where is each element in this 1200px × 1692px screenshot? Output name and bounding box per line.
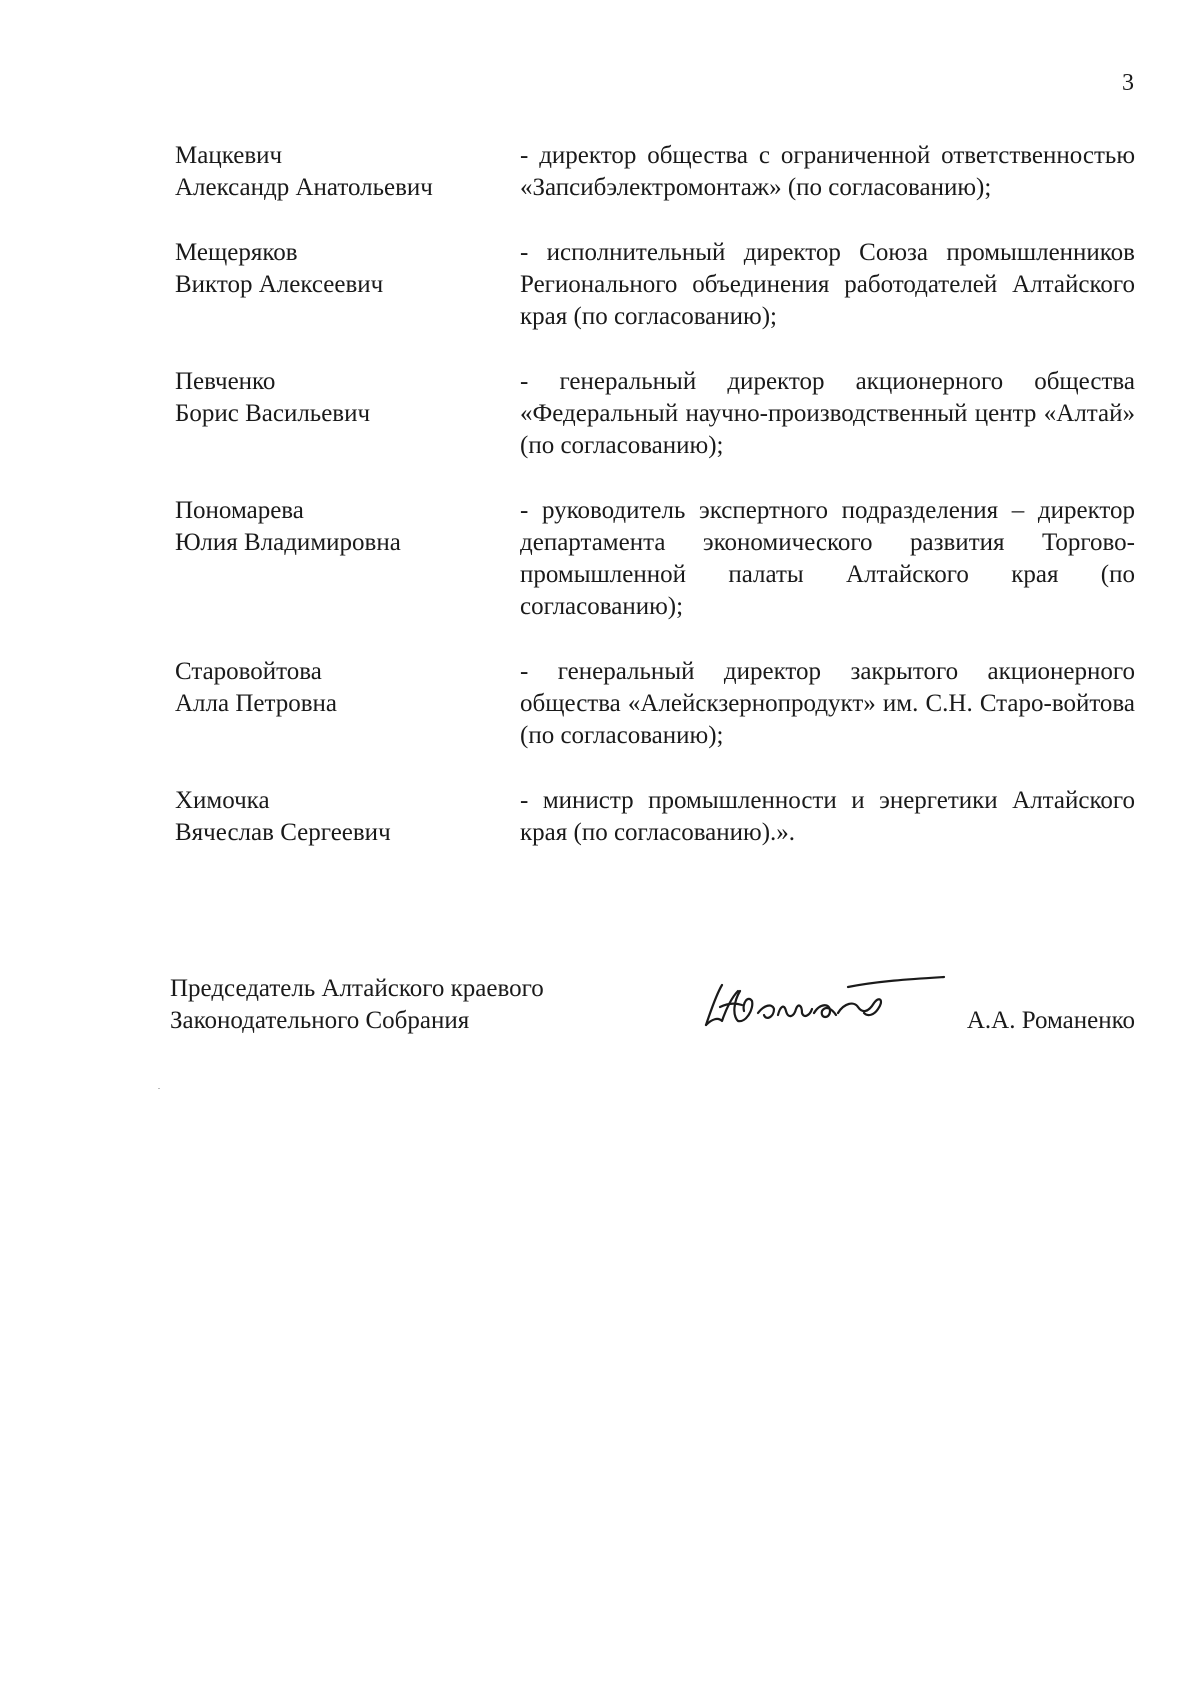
member-given-names: Борис Васильевич <box>175 400 371 427</box>
member-name <box>175 495 520 623</box>
member-given-names: Александр Анатольевич <box>175 174 433 201</box>
member-name <box>175 237 520 333</box>
member-position: - директор общества с ограниченной ответственностью «Запсибэлектромонтаж» (по согласованию); <box>520 142 1135 201</box>
signer-name: А.А. Романенко <box>966 1007 1135 1034</box>
member-position: - министр промышленности и энергетики Алтайского края (по согласованию).». <box>520 787 1135 846</box>
member-entry <box>175 366 1135 462</box>
member-name <box>175 366 520 462</box>
chair-title-line: Законодательного Собрания <box>170 1007 470 1034</box>
member-entry <box>175 785 1135 849</box>
member-given-names: Алла Петровна <box>175 690 338 717</box>
member-name <box>175 140 520 204</box>
signature-block <box>170 973 1135 1053</box>
member-surname: Певченко <box>175 368 276 395</box>
chair-title-line: Председатель Алтайского краевого <box>170 975 544 1002</box>
member-position: - руководитель экспертного подразделения – директор департамента экономического развития Торгово-промышленной палаты Алтайского края (по согласованию); <box>520 497 1135 620</box>
member-given-names: Юлия Владимировна <box>175 529 401 556</box>
member-name <box>175 656 520 752</box>
member-surname: Старовойтова <box>175 658 322 685</box>
page-number: 3 <box>1122 70 1134 96</box>
member-entry <box>175 656 1135 752</box>
handwritten-signature <box>698 973 948 1033</box>
member-entry <box>175 495 1135 623</box>
member-surname: Мещеряков <box>175 239 298 266</box>
member-entry <box>175 140 1135 204</box>
member-position: - генеральный директор акционерного общества «Федеральный научно-производственный центр «Алтай» (по согласованию); <box>520 368 1135 459</box>
chair-title <box>170 973 544 1037</box>
member-entry <box>175 237 1135 333</box>
member-position: - исполнительный директор Союза промышленников Регионального объединения работодателей Алтайского края (по согласованию); <box>520 239 1135 330</box>
member-surname: Мацкевич <box>175 142 283 169</box>
scan-speck <box>158 1088 160 1089</box>
member-position: - генеральный директор закрытого акционерного общества «Алейскзернопродукт» им. С.Н. Старо-войтова (по согласованию); <box>520 658 1135 749</box>
member-surname: Химочка <box>175 787 270 814</box>
member-given-names: Вячеслав Сергеевич <box>175 819 391 846</box>
member-surname: Пономарева <box>175 497 304 524</box>
members-list <box>175 140 1135 882</box>
member-name <box>175 785 520 849</box>
member-given-names: Виктор Алексеевич <box>175 271 384 298</box>
